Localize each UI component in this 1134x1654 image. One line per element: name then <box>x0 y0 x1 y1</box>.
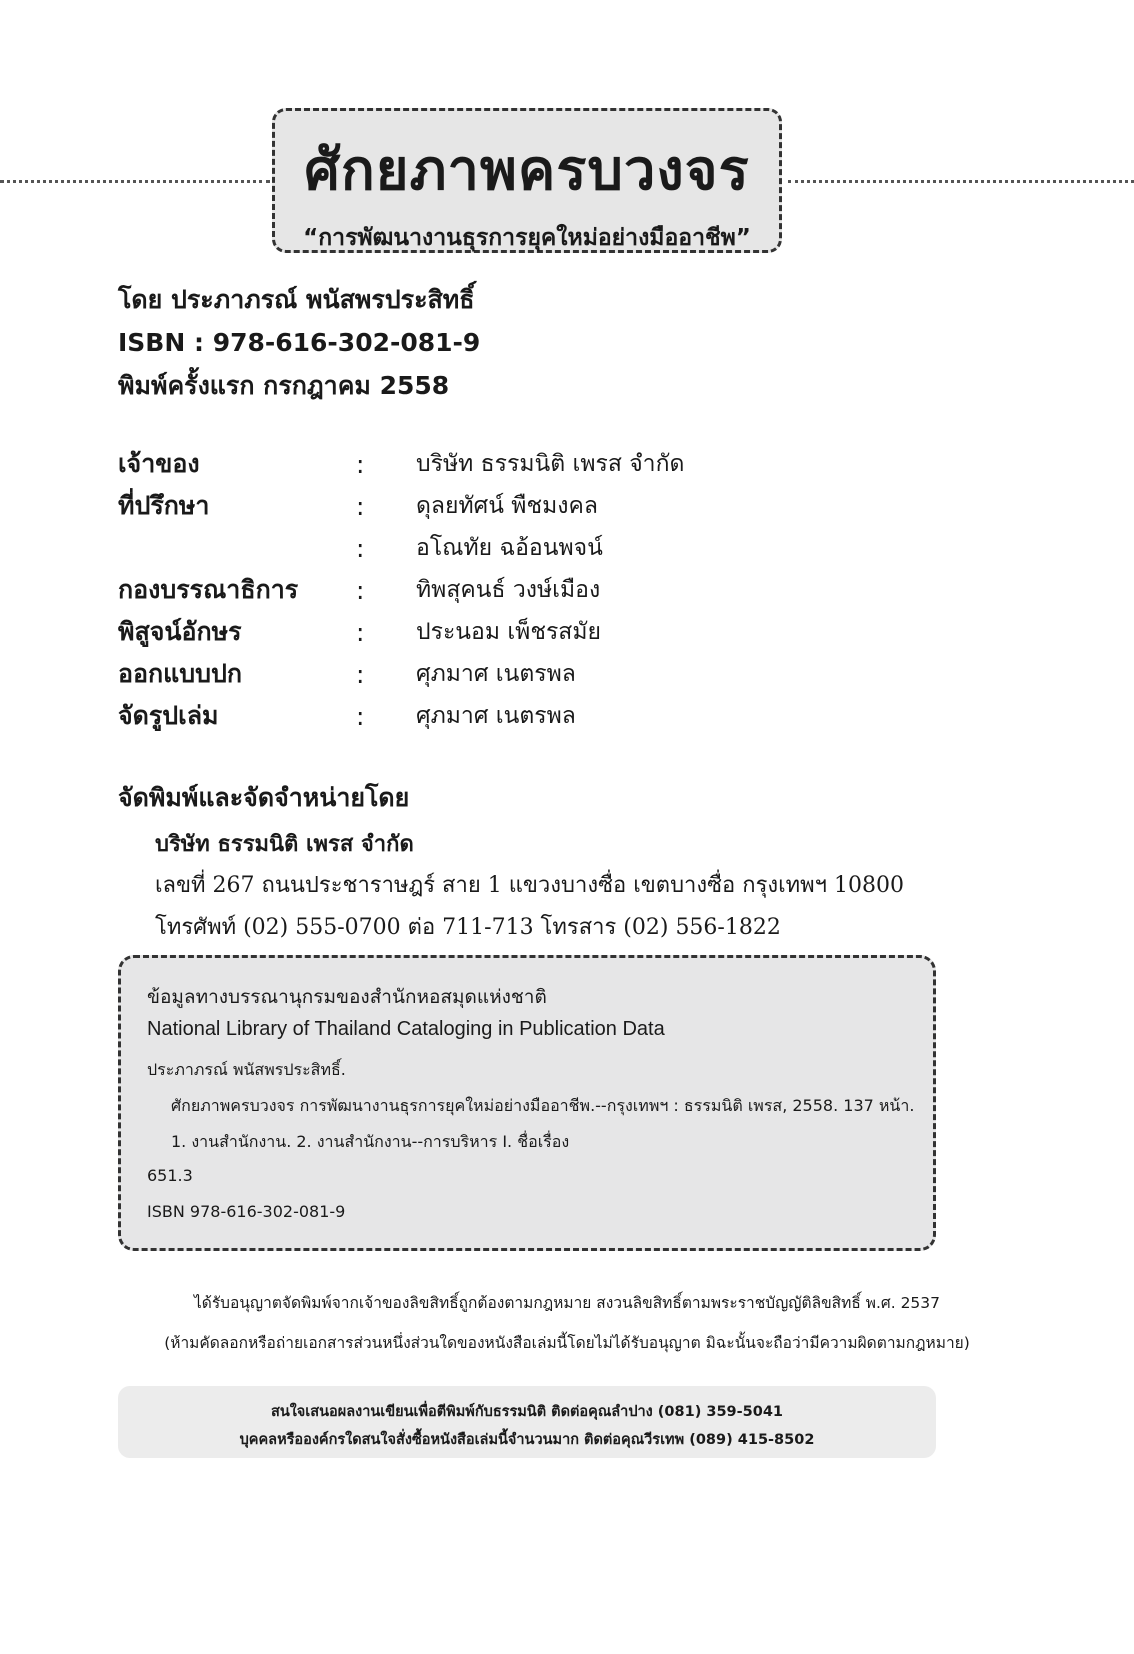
title-box <box>272 108 782 253</box>
credit-name: อโณทัย ฉอ้อนพจน์ <box>416 535 603 561</box>
credit-separator: : <box>356 533 365 563</box>
credit-separator: : <box>356 491 365 521</box>
credit-separator: : <box>356 575 365 605</box>
book-info <box>118 278 480 407</box>
book-subtitle: “การพัฒนางานธุรการยุคใหม่อย่างมืออาชีพ” <box>303 225 751 251</box>
credit-separator: : <box>356 449 365 479</box>
cip-class-number: 651.3 <box>147 1166 193 1185</box>
credit-separator: : <box>356 659 365 689</box>
credit-row <box>118 611 1018 653</box>
publisher-details <box>155 823 904 949</box>
credit-name: ทิพสุคนธ์ วงษ์เมือง <box>416 577 601 603</box>
credit-name: ดุลยทัศน์ พืชมงคล <box>416 493 598 519</box>
credit-role: เจ้าของ <box>118 449 200 478</box>
credit-row <box>118 443 1018 485</box>
book-title: ศักยภาพครบวงจร <box>304 138 750 203</box>
credit-row <box>118 653 1018 695</box>
credit-role: พิสูจน์อักษร <box>118 617 242 646</box>
author-line: โดย ประภาภรณ์ พนัสพรประสิทธิ์ <box>118 285 475 314</box>
cip-data-box <box>118 955 936 1251</box>
cip-heading-english: National Library of Thailand Cataloging in Publication Data <box>147 1018 665 1040</box>
credit-role: กองบรรณาธิการ <box>118 575 299 604</box>
copyright-notice: ได้รับอนุญาตจัดพิมพ์จากเจ้าของลิขสิทธิ์ถูกต้องตามกฎหมาย สงวนลิขสิทธิ์ตามพระราชบัญญัติลิขสิทธิ์ พ.ศ. 2537 <box>193 1294 941 1312</box>
credit-role: จัดรูปเล่ม <box>118 701 219 730</box>
copy-prohibition-notice: (ห้ามคัดลอกหรือถ่ายเอกสารส่วนหนึ่งส่วนใดของหนังสือเล่มนี้โดยไม่ได้รับอนุญาต มิฉะนั้นจะถือว่ามีความผิดตามกฎหมาย) <box>164 1334 970 1352</box>
credit-name: ศุภมาศ เนตรพล <box>416 703 576 729</box>
credit-row <box>118 527 1018 569</box>
publisher-name: บริษัท ธรรมนิติ เพรส จำกัด <box>155 831 414 857</box>
credit-role: ที่ปรึกษา <box>118 491 210 520</box>
credit-name: ศุภมาศ เนตรพล <box>416 661 576 687</box>
credit-name: บริษัท ธรรมนิติ เพรส จำกัด <box>416 451 685 477</box>
credit-role: ออกแบบปก <box>118 659 243 688</box>
credit-separator: : <box>356 701 365 731</box>
cip-title-line: ศักยภาพครบวงจร การพัฒนางานธุรการยุคใหม่อย่างมืออาชีพ.--กรุงเทพฯ : ธรรมนิติ เพรส, 2558. 137 หน้า. <box>171 1096 915 1115</box>
edition-line: พิมพ์ครั้งแรก กรกฎาคม 2558 <box>118 371 450 400</box>
credit-row <box>118 485 1018 527</box>
contact-box <box>118 1386 936 1458</box>
publisher-phone: โทรศัพท์ (02) 555-0700 ต่อ 711-713 โทรสาร (02) 556-1822 <box>155 915 781 940</box>
cip-author: ประภาภรณ์ พนัสพรประสิทธิ์. <box>147 1060 346 1079</box>
cip-isbn: ISBN 978-616-302-081-9 <box>147 1202 346 1221</box>
cip-heading-thai: ข้อมูลทางบรรณานุกรมของสำนักหอสมุดแห่งชาติ <box>147 986 547 1008</box>
cip-subjects: 1. งานสำนักงาน. 2. งานสำนักงาน--การบริหาร I. ชื่อเรื่อง <box>171 1132 570 1151</box>
contact-bulk-order-line: บุคคลหรือองค์กรใดสนใจสั่งซื้อหนังสือเล่มนี้จำนวนมาก ติดต่อคุณวีรเทพ (089) 415-8502 <box>239 1432 815 1448</box>
credits-list <box>118 443 1018 737</box>
isbn-line: ISBN : 978-616-302-081-9 <box>118 328 481 357</box>
title-divider-left <box>0 180 270 183</box>
publisher-address: เลขที่ 267 ถนนประชาราษฎร์ สาย 1 แขวงบางซื่อ เขตบางซื่อ กรุงเทพฯ 10800 <box>155 873 904 898</box>
contact-submission-line: สนใจเสนอผลงานเขียนเพื่อตีพิมพ์กับธรรมนิติ ติดต่อคุณลำปาง (081) 359-5041 <box>270 1404 784 1420</box>
credit-name: ประนอม เพ็ชรสมัย <box>416 619 601 645</box>
credit-row <box>118 695 1018 737</box>
publisher-heading: จัดพิมพ์และจัดจำหน่ายโดย <box>118 783 410 812</box>
title-divider-right <box>788 180 1134 183</box>
credit-separator: : <box>356 617 365 647</box>
credit-row <box>118 569 1018 611</box>
